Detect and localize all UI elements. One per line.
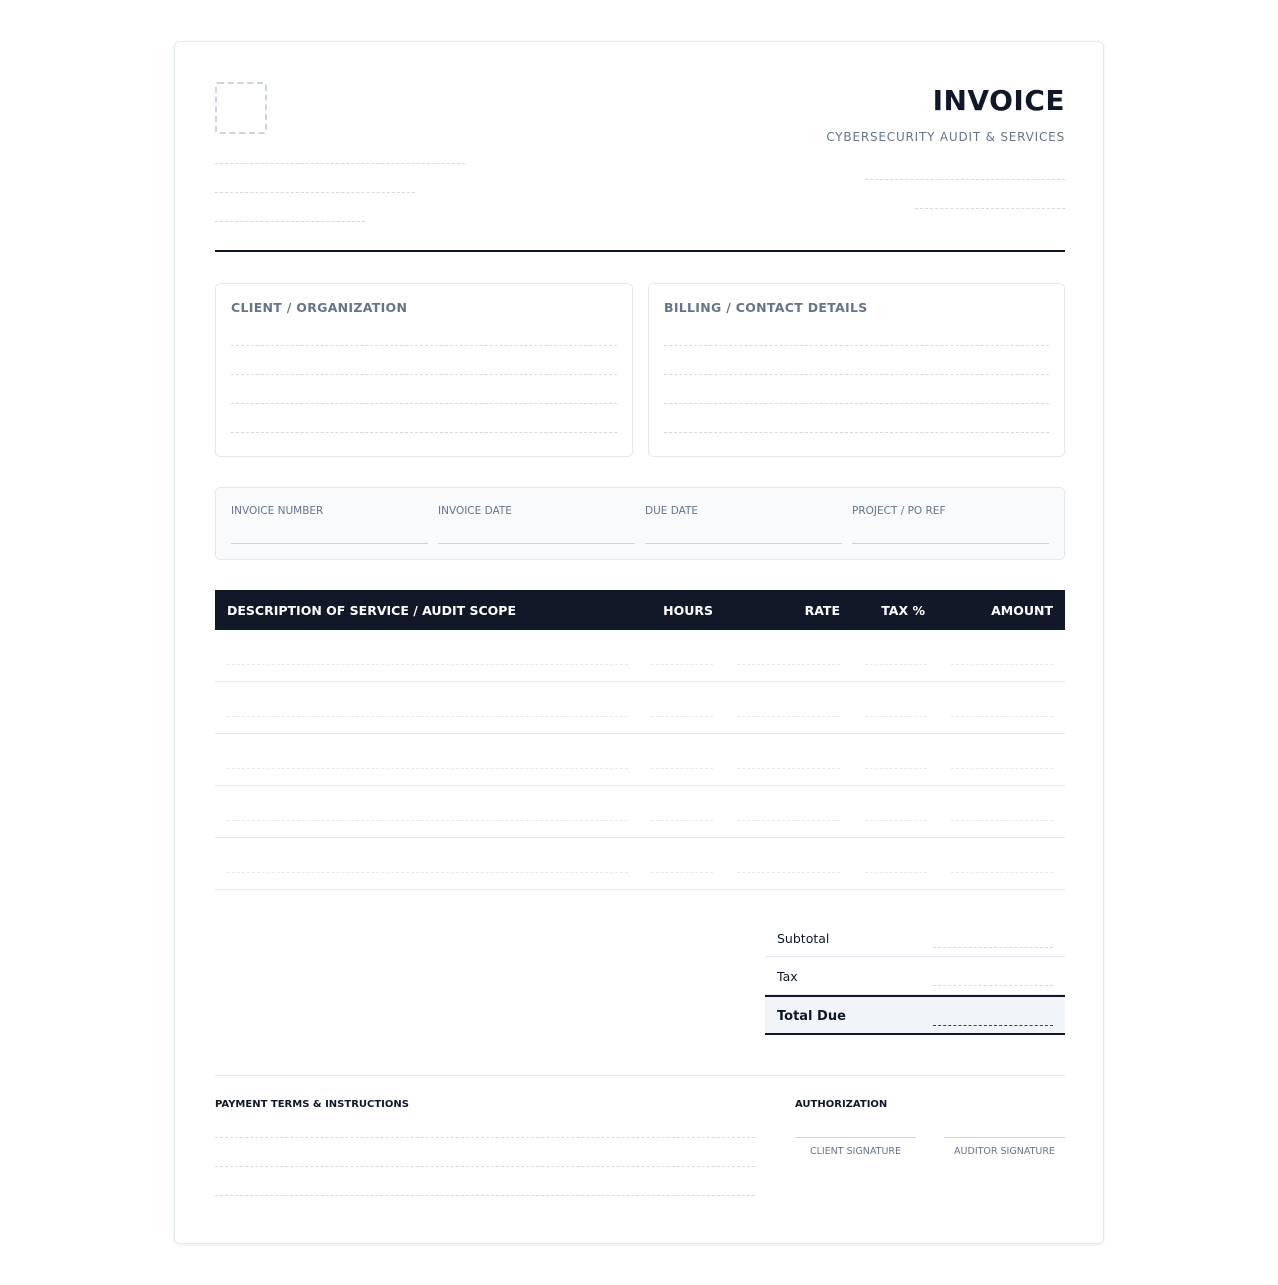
- billing-line[interactable]: [664, 432, 1049, 433]
- client-signature-line[interactable]: [795, 1137, 916, 1138]
- hours-cell[interactable]: [651, 716, 713, 717]
- tax-cell[interactable]: [865, 768, 927, 769]
- client-label: CLIENT / ORGANIZATION: [231, 300, 408, 315]
- rate-cell[interactable]: [737, 768, 840, 769]
- subtotal-label: Subtotal: [777, 931, 830, 946]
- client-signature-label: CLIENT SIGNATURE: [809, 1146, 902, 1157]
- amount-cell[interactable]: [951, 716, 1053, 717]
- tax-cell[interactable]: [865, 820, 927, 821]
- description-cell[interactable]: [227, 664, 628, 665]
- invoice-meta-bar: [215, 487, 1065, 560]
- tax-cell[interactable]: [865, 664, 927, 665]
- rate-cell[interactable]: [737, 716, 840, 717]
- hours-cell[interactable]: [651, 768, 713, 769]
- tax-cell[interactable]: [865, 716, 927, 717]
- table-row[interactable]: [215, 734, 1065, 786]
- invoice-sheet: [174, 41, 1104, 1244]
- amount-cell[interactable]: [951, 872, 1053, 873]
- col-hours: HOURS: [663, 603, 713, 618]
- line-items-header: [215, 590, 1065, 630]
- header-right-line-1[interactable]: [865, 179, 1065, 180]
- col-amount: AMOUNT: [991, 603, 1053, 618]
- total-due-value[interactable]: [933, 1025, 1053, 1026]
- table-row[interactable]: [215, 682, 1065, 734]
- invoice-date-label: INVOICE DATE: [438, 505, 512, 517]
- client-line[interactable]: [231, 345, 617, 346]
- rate-cell[interactable]: [737, 820, 840, 821]
- company-contact-line[interactable]: [215, 221, 365, 222]
- due-date-label: DUE DATE: [645, 505, 699, 517]
- invoice-subtitle: CYBERSECURITY AUDIT & SERVICES: [826, 130, 1065, 144]
- col-rate: RATE: [804, 603, 840, 618]
- po-ref-input[interactable]: [852, 543, 1049, 544]
- rate-cell[interactable]: [737, 664, 840, 665]
- auditor-signature-line[interactable]: [944, 1137, 1065, 1138]
- company-address-line[interactable]: [215, 192, 415, 193]
- billing-label: BILLING / CONTACT DETAILS: [664, 300, 868, 315]
- subtotal-value[interactable]: [933, 947, 1053, 948]
- totals-block: [765, 919, 1065, 1035]
- table-row[interactable]: [215, 630, 1065, 682]
- invoice-number-label: INVOICE NUMBER: [231, 505, 324, 517]
- header-divider: [215, 250, 1065, 252]
- client-line[interactable]: [231, 374, 617, 375]
- amount-cell[interactable]: [951, 664, 1053, 665]
- hours-cell[interactable]: [651, 872, 713, 873]
- invoice-date-input[interactable]: [438, 543, 635, 544]
- col-description: DESCRIPTION OF SERVICE / AUDIT SCOPE: [227, 603, 516, 618]
- tax-cell[interactable]: [865, 872, 927, 873]
- tax-row: [765, 957, 1065, 995]
- due-date-input[interactable]: [645, 543, 842, 544]
- amount-cell[interactable]: [951, 768, 1053, 769]
- billing-box: [648, 283, 1065, 457]
- payment-terms-label: PAYMENT TERMS & INSTRUCTIONS: [215, 1099, 409, 1110]
- payment-terms-line[interactable]: [215, 1137, 755, 1138]
- subtotal-row: [765, 919, 1065, 957]
- client-box: [215, 283, 633, 457]
- total-due-label: Total Due: [777, 1009, 846, 1024]
- tax-label: Tax: [777, 969, 798, 984]
- client-line[interactable]: [231, 403, 617, 404]
- due-date-field[interactable]: [645, 488, 842, 561]
- company-name-line[interactable]: [215, 163, 465, 164]
- payment-terms-line[interactable]: [215, 1195, 755, 1196]
- col-tax: TAX %: [881, 603, 925, 618]
- authorization-label: AUTHORIZATION: [795, 1099, 888, 1110]
- description-cell[interactable]: [227, 872, 628, 873]
- po-ref-label: PROJECT / PO REF: [852, 505, 946, 517]
- table-row[interactable]: [215, 786, 1065, 838]
- rate-cell[interactable]: [737, 872, 840, 873]
- payment-terms-line[interactable]: [215, 1166, 755, 1167]
- footer-divider: [215, 1075, 1065, 1076]
- tax-value[interactable]: [933, 985, 1053, 986]
- po-ref-field[interactable]: [852, 488, 1049, 561]
- invoice-date-field[interactable]: [438, 488, 635, 561]
- hours-cell[interactable]: [651, 664, 713, 665]
- invoice-title: INVOICE: [932, 84, 1065, 117]
- invoice-number-input[interactable]: [231, 543, 428, 544]
- client-line[interactable]: [231, 432, 617, 433]
- amount-cell[interactable]: [951, 820, 1053, 821]
- billing-line[interactable]: [664, 345, 1049, 346]
- billing-line[interactable]: [664, 374, 1049, 375]
- header-right-line-2[interactable]: [915, 208, 1065, 209]
- logo-placeholder[interactable]: [215, 82, 267, 134]
- hours-cell[interactable]: [651, 820, 713, 821]
- description-cell[interactable]: [227, 768, 628, 769]
- table-row[interactable]: [215, 838, 1065, 890]
- description-cell[interactable]: [227, 716, 628, 717]
- total-due-row: [765, 995, 1065, 1035]
- description-cell[interactable]: [227, 820, 628, 821]
- invoice-number-field[interactable]: [231, 488, 428, 561]
- billing-line[interactable]: [664, 403, 1049, 404]
- auditor-signature-label: AUDITOR SIGNATURE: [954, 1146, 1055, 1157]
